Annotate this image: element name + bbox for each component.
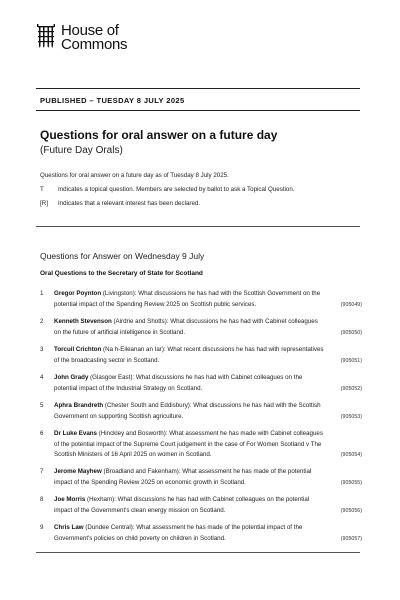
divider [36, 110, 360, 111]
section-subheading: Oral Questions to the Secretary of State for Scotland [40, 270, 203, 277]
constituency: (Livingston): [101, 290, 139, 297]
question-ref: (905051) [340, 357, 362, 364]
constituency: (Chester South and Eddisbury): [103, 402, 194, 409]
question-ref: (905057) [340, 535, 362, 542]
portcullis-icon [36, 24, 56, 48]
question-number: 6 [40, 430, 44, 437]
question-item [40, 495, 362, 516]
member-name: Joe Morris [54, 496, 86, 503]
question-number: 4 [40, 374, 44, 381]
member-name: Jerome Mayhew [54, 468, 102, 475]
question-text: What recent discussions he has had with representatives of the broadcasting sector in Scotland. [54, 346, 324, 364]
key-item-interest [40, 200, 200, 207]
house-of-commons-logo [36, 24, 127, 52]
constituency: (Hinckley and Bosworth): [97, 430, 170, 437]
member-name: Kenneth Stevenson [54, 318, 112, 325]
key-symbol: [R] [40, 200, 48, 207]
constituency: (Glasgow East): [88, 374, 136, 381]
question-text: What discussions he has had with the Scottish Government on the potential impact of the Spending Review 2025 on Scottish public services. [54, 290, 321, 308]
question-ref: (905050) [340, 329, 362, 336]
question-number: 1 [40, 290, 44, 297]
question-item [40, 345, 362, 366]
question-number: 9 [40, 524, 44, 531]
question-text: What assessment he has made of the potential impact of the Spending Review 2025 on economic growth in Scotland. [54, 468, 312, 486]
member-name: Gregor Poynton [54, 290, 102, 297]
divider [36, 226, 360, 227]
key-text: Indicates that a relevant interest has been declared. [58, 200, 201, 207]
question-ref: (905054) [340, 452, 362, 458]
question-ref: (905052) [340, 385, 362, 392]
question-number: 7 [40, 468, 44, 475]
question-number: 5 [40, 402, 44, 409]
intro-text: Questions for oral answer on a future day as of Tuesday 8 July 2025. [40, 172, 229, 179]
section-heading: Questions for Answer on Wednesday 9 July [40, 251, 205, 261]
question-number: 3 [40, 346, 44, 353]
question-item [40, 289, 362, 310]
logo-line-1: House of [61, 22, 119, 39]
question-text: What discussions he has had with Cabinet colleagues on the future of artificial intelligence in Scotland. [54, 318, 318, 336]
constituency: (Na h-Eileanan an Iar): [101, 346, 168, 353]
question-item [40, 523, 362, 544]
member-name: Chris Law [54, 524, 84, 531]
constituency: (Hexham): [85, 496, 118, 503]
constituency: (Dundee Central): [83, 524, 137, 531]
published-date: PUBLISHED – TUESDAY 8 JULY 2025 [40, 96, 185, 105]
question-ref: (905056) [340, 507, 362, 514]
question-text: What assessment he has made with Cabinet colleagues of the potential impact of the Supreme Court judgement in the case of For Women Scotland v The Scottish Ministers of 16 April 2025 on women in Scotland. [54, 430, 323, 458]
member-name: Aphra Brandreth [54, 402, 104, 409]
member-name: Dr Luke Evans [54, 430, 97, 437]
question-number: 8 [40, 496, 44, 503]
question-text: What assessment he has made of the potential impact of the Government's policies on child poverty on children in Scotland. [54, 524, 303, 542]
question-item [40, 429, 362, 461]
divider [36, 552, 360, 553]
question-ref: (905055) [340, 479, 362, 486]
question-ref: (905049) [340, 301, 362, 308]
question-ref: (905053) [340, 413, 362, 420]
question-text: What discussions he has had with Cabinet colleagues on the potential impact of the Industrial Strategy on Scotland. [54, 374, 303, 392]
question-text: What discussions he has had with Cabinet colleagues on the potential impact of the Government's clean energy mission on Scotland. [54, 496, 310, 514]
member-name: Torcuil Crichton [54, 346, 102, 353]
key-text: Indicates a topical question. Members are selected by ballot to ask a Topical Question. [58, 186, 295, 193]
question-text: What discussions he has had with the Scottish Government on supporting Scottish agriculture. [54, 402, 321, 420]
divider [36, 88, 360, 89]
document-subtitle: (Future Day Orals) [40, 145, 123, 156]
key-symbol: T [40, 186, 44, 193]
question-item [40, 317, 362, 338]
key-item-topical [40, 186, 295, 193]
constituency: (Broadland and Fakenham): [101, 468, 183, 475]
logo-line-2: Commons [61, 36, 128, 53]
document-title: Questions for oral answer on a future day [40, 128, 278, 142]
question-item [40, 467, 362, 488]
member-name: John Grady [54, 374, 89, 381]
question-item [40, 401, 362, 422]
logo-text [61, 24, 127, 52]
question-item [40, 373, 362, 394]
constituency: (Airdrie and Shotts): [111, 318, 171, 325]
question-number: 2 [40, 318, 44, 325]
